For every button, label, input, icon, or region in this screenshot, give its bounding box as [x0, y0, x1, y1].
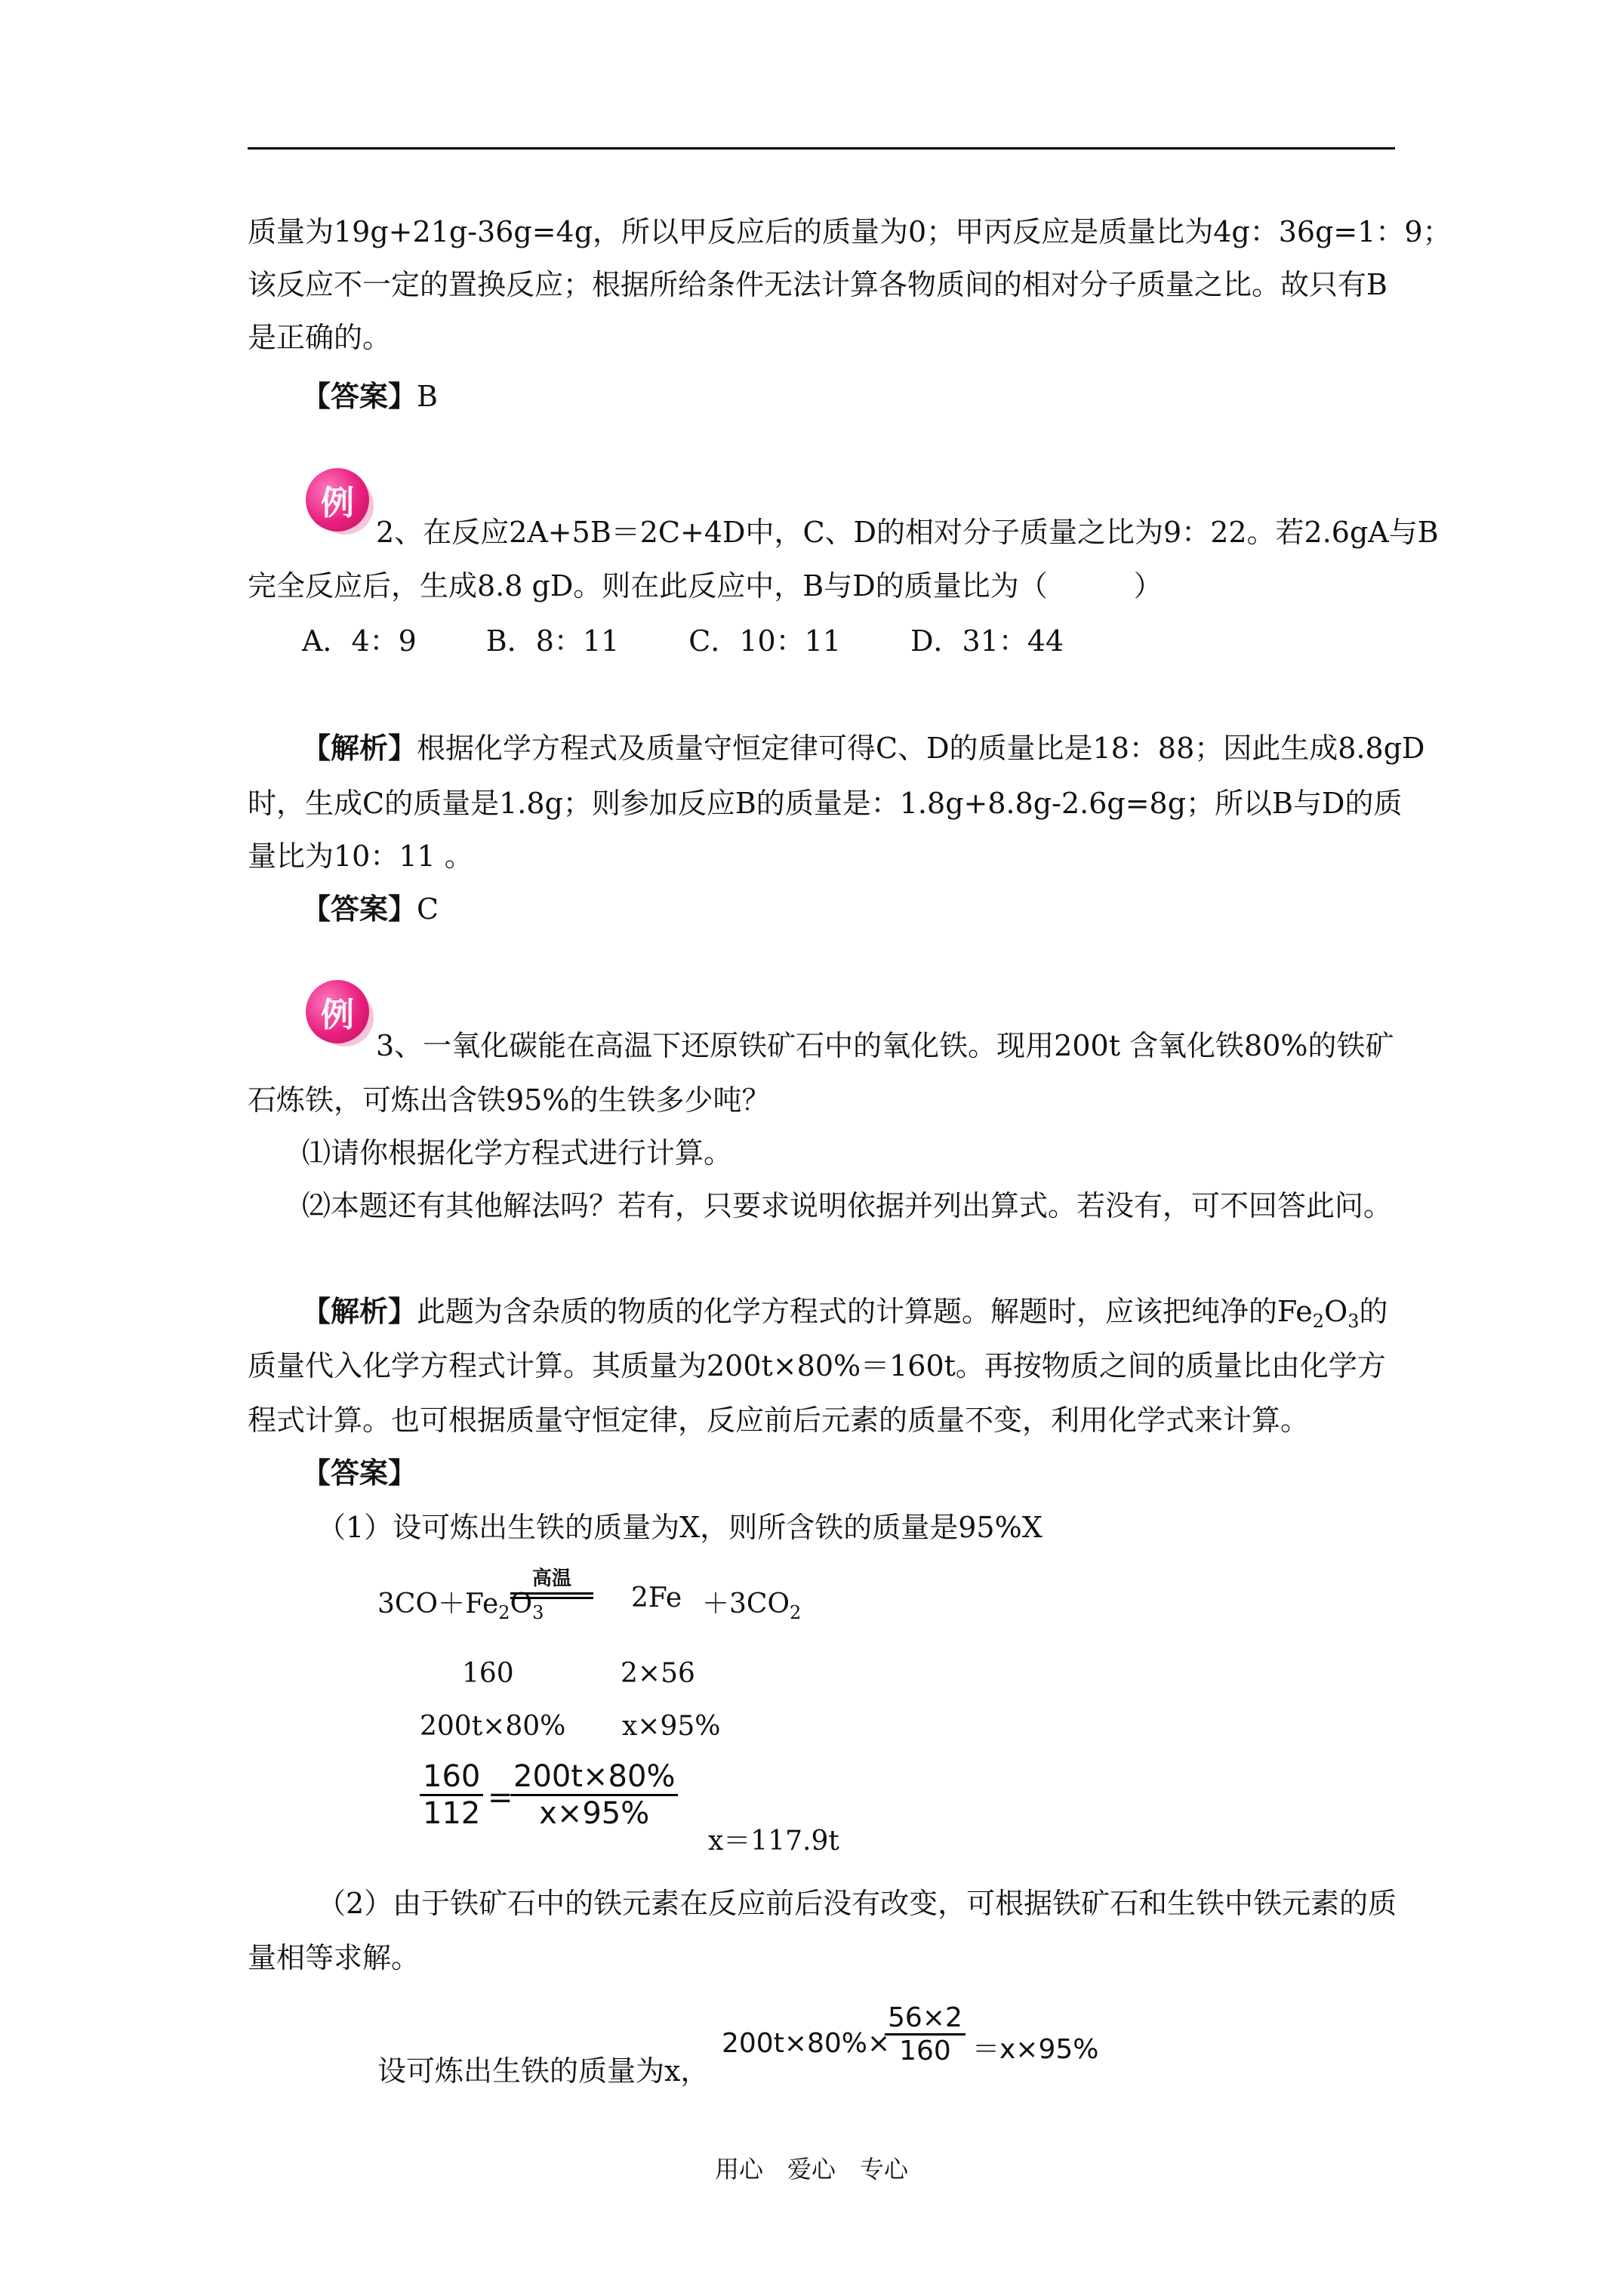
answer-2 — [302, 892, 439, 926]
example-3-line-1: 3、一氧化碳能在高温下还原铁矿石中的氧化铁。现用200t 含氧化铁80%的铁矿 — [376, 1029, 1394, 1062]
equation-double-bar — [510, 1592, 593, 1599]
analysis-text: 此题为含杂质的物质的化学方程式的计算题。解题时，应该把纯净的Fe — [417, 1295, 1313, 1328]
solution-2-intro: 设可炼出生铁的质量为x， — [377, 2054, 710, 2088]
given-right: x×95% — [622, 1711, 721, 1742]
analysis-tag: 【解析】 — [302, 731, 417, 765]
given-left: 200t×80% — [420, 1711, 566, 1742]
example-badge-icon: 例 — [306, 980, 369, 1043]
answer-value: C — [417, 892, 439, 926]
answer-tag: 【答案】 — [302, 379, 417, 413]
paragraph-line: 是正确的。 — [248, 321, 392, 354]
analysis-text: 根据化学方程式及质量守恒定律可得C、D的质量比是18：88；因此生成8.8gD — [417, 732, 1425, 765]
footer-text: 爱心 — [787, 2155, 836, 2184]
answer-tag: 【答案】 — [302, 892, 417, 926]
example-badge-icon: 例 — [306, 468, 369, 532]
header-rule — [248, 147, 1395, 149]
equation-condition: 高温 — [510, 1563, 593, 1599]
analysis-3-line-2: 质量代入化学方程式计算。其质量为200t×80%＝160t。再按物质之间的质量比由化学方 — [248, 1349, 1386, 1382]
ratio-fraction-1: $\frac{160}{112}$ — [420, 1759, 483, 1831]
answer-3-tag: 【答案】 — [302, 1456, 417, 1490]
option-c: C．10：11 — [688, 624, 842, 658]
solution-2-line-1: （2）由于铁矿石中的铁元素在反应前后没有改变，可根据铁矿石和生铁中铁元素的质 — [317, 1887, 1397, 1920]
example-2-options — [302, 624, 1133, 658]
paragraph-line: 该反应不一定的置换反应；根据所给条件无法计算各物质间的相对分子质量之比。故只有B — [248, 268, 1387, 301]
analysis-2-line-3: 量比为10：11 。 — [248, 840, 473, 873]
ratio-fraction-2: $\frac{200t\times 80\%}{x\times 95\%}$ — [510, 1759, 678, 1831]
analysis-2-line-1 — [302, 731, 1425, 765]
example-3-question-1: ⑴请你根据化学方程式进行计算。 — [302, 1136, 733, 1170]
result: x＝117.9t — [708, 1826, 839, 1857]
option-b: B．8：11 — [485, 624, 620, 658]
example-2-line-1: 2、在反应2A+5B＝2C+4D中，C、D的相对分子质量之比为9：22。若2.6gA与B — [376, 516, 1439, 549]
subscript: 3 — [1347, 1311, 1360, 1332]
paragraph-line: 质量为19g+21g-36g=4g，所以甲反应后的质量为0；甲丙反应是质量比为4g：36g=1：9； — [248, 215, 1452, 248]
page-footer — [0, 2150, 1623, 2185]
example-3-question-2: ⑵本题还有其他解法吗？若有，只要求说明依据并列出算式。若没有，可不回答此问。 — [302, 1189, 1393, 1222]
analysis-3-line-1 — [302, 1294, 1388, 1332]
answer-value: B — [417, 380, 438, 413]
solution-2-fraction: $\frac{56\times 2}{160}$ — [885, 2002, 965, 2066]
solution-2-line-2: 量相等求解。 — [248, 1941, 420, 1974]
mass-right: 2×56 — [621, 1658, 695, 1689]
example-2-line-2: 完全反应后，生成8.8 gD。则在此反应中，B与D的质量比为（ ） — [248, 569, 1163, 603]
subscript: 2 — [1312, 1311, 1325, 1332]
example-3-line-2: 石炼铁，可炼出含铁95%的生铁多少吨？ — [248, 1083, 771, 1117]
solution-2-right: ＝x×95% — [972, 2034, 1099, 2065]
mass-left: 160 — [462, 1658, 514, 1689]
equation-reactants: $3CO+Fe_2O_3$ — [377, 1589, 544, 1623]
analysis-text: O — [1324, 1295, 1348, 1328]
option-a: A．4：9 — [302, 624, 417, 658]
analysis-3-line-3: 程式计算。也可根据质量守恒定律，反应前后元素的质量不变，利用化学式来计算。 — [248, 1404, 1310, 1437]
ratio-equals: = — [488, 1780, 513, 1815]
solution-2-left: 200t×80%× — [722, 2028, 891, 2059]
equation-product-co2: $+3CO_2$ — [702, 1589, 802, 1623]
analysis-text: 的 — [1359, 1295, 1388, 1328]
solution-1-intro: （1）设可炼出生铁的质量为X，则所含铁的质量是95%X — [317, 1511, 1042, 1544]
option-d: D．31：44 — [910, 624, 1064, 658]
analysis-2-line-2: 时，生成C的质量是1.8g；则参加反应B的质量是：1.8g+8.8g-2.6g=8g；所以B与D的质 — [248, 787, 1403, 820]
equation-product-fe: 2Fe — [631, 1583, 682, 1613]
footer-text: 专心 — [860, 2155, 909, 2184]
analysis-tag: 【解析】 — [302, 1294, 417, 1328]
footer-text: 用心 — [714, 2155, 763, 2184]
answer-1 — [302, 379, 438, 413]
